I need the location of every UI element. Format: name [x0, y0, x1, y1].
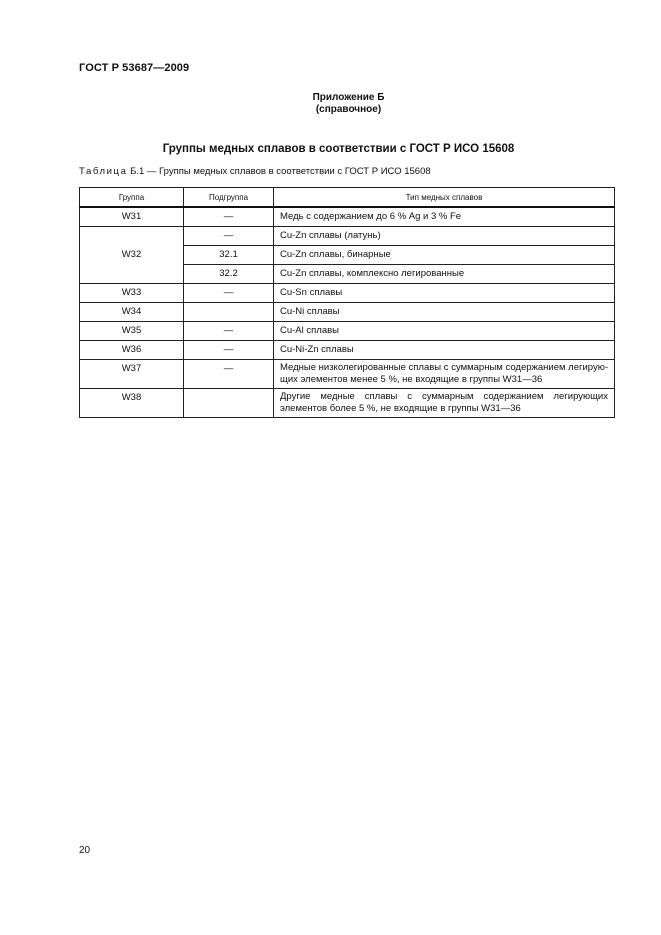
- subgroup-cell: [184, 389, 274, 418]
- subgroup-cell: —: [184, 284, 274, 303]
- type-cell: Cu-Zn сплавы, бинарные: [274, 246, 615, 265]
- group-cell: W37: [80, 360, 184, 389]
- annex-heading: [0, 92, 661, 116]
- type-cell: Cu-Zn сплавы, комплексно легированные: [274, 265, 615, 284]
- subgroup-cell: 32.1: [184, 246, 274, 265]
- section-title: Группы медных сплавов в соответствии с ГОСТ Р ИСО 15608: [162, 143, 515, 155]
- type-cell: Cu-Al сплавы: [274, 322, 615, 341]
- page-number: 20: [79, 845, 91, 856]
- column-header-type: Тип медных сплавов: [274, 188, 615, 208]
- type-cell: Медь с содержанием до 6 % Ag и 3 % Fe: [274, 207, 615, 227]
- column-header-subgroup: Подгруппа: [184, 188, 274, 208]
- table-caption-label: Таблица: [79, 166, 128, 177]
- type-cell: Cu-Sn сплавы: [274, 284, 615, 303]
- table-caption-text: Б.1 — Группы медных сплавов в соответствии с ГОСТ Р ИСО 15608: [130, 166, 431, 177]
- annex-title: Приложение Б: [312, 92, 385, 103]
- subgroup-cell: —: [184, 341, 274, 360]
- group-cell: W34: [80, 303, 184, 322]
- type-cell: Медные низколегированные сплавы с суммарным содержанием легирую-щих элементов менее 5 %, не входящие в группы W31—36: [274, 360, 615, 389]
- column-header-group: Группа: [80, 188, 184, 208]
- group-cell: W35: [80, 322, 184, 341]
- subgroup-cell: —: [184, 322, 274, 341]
- type-cell: Cu-Ni сплавы: [274, 303, 615, 322]
- group-cell: W38: [80, 389, 184, 418]
- subgroup-cell: —: [184, 227, 274, 246]
- table-row: [80, 360, 615, 389]
- alloy-groups-table: [79, 187, 615, 418]
- subgroup-cell: —: [184, 360, 274, 389]
- group-cell: W32: [80, 227, 184, 284]
- annex-subtitle: (справочное): [315, 104, 382, 115]
- table-row: [80, 389, 615, 418]
- table-row: [80, 207, 615, 227]
- table-caption: [79, 166, 431, 177]
- type-cell: Cu-Ni-Zn сплавы: [274, 341, 615, 360]
- subgroup-cell: 32.2: [184, 265, 274, 284]
- document-id: ГОСТ Р 53687—2009: [79, 62, 190, 74]
- table-header-row: [80, 188, 615, 208]
- table-row: [80, 341, 615, 360]
- type-cell: Cu-Zn сплавы (латунь): [274, 227, 615, 246]
- table-row: [80, 322, 615, 341]
- subgroup-cell: —: [184, 207, 274, 227]
- group-cell: W31: [80, 207, 184, 227]
- type-cell: Другие медные сплавы с суммарным содержанием легирующих элементов более 5 %, не входящие в группы W31—36: [274, 389, 615, 418]
- table-row: [80, 227, 615, 246]
- group-cell: W36: [80, 341, 184, 360]
- group-cell: W33: [80, 284, 184, 303]
- table-row: [80, 303, 615, 322]
- table-row: [80, 284, 615, 303]
- subgroup-cell: [184, 303, 274, 322]
